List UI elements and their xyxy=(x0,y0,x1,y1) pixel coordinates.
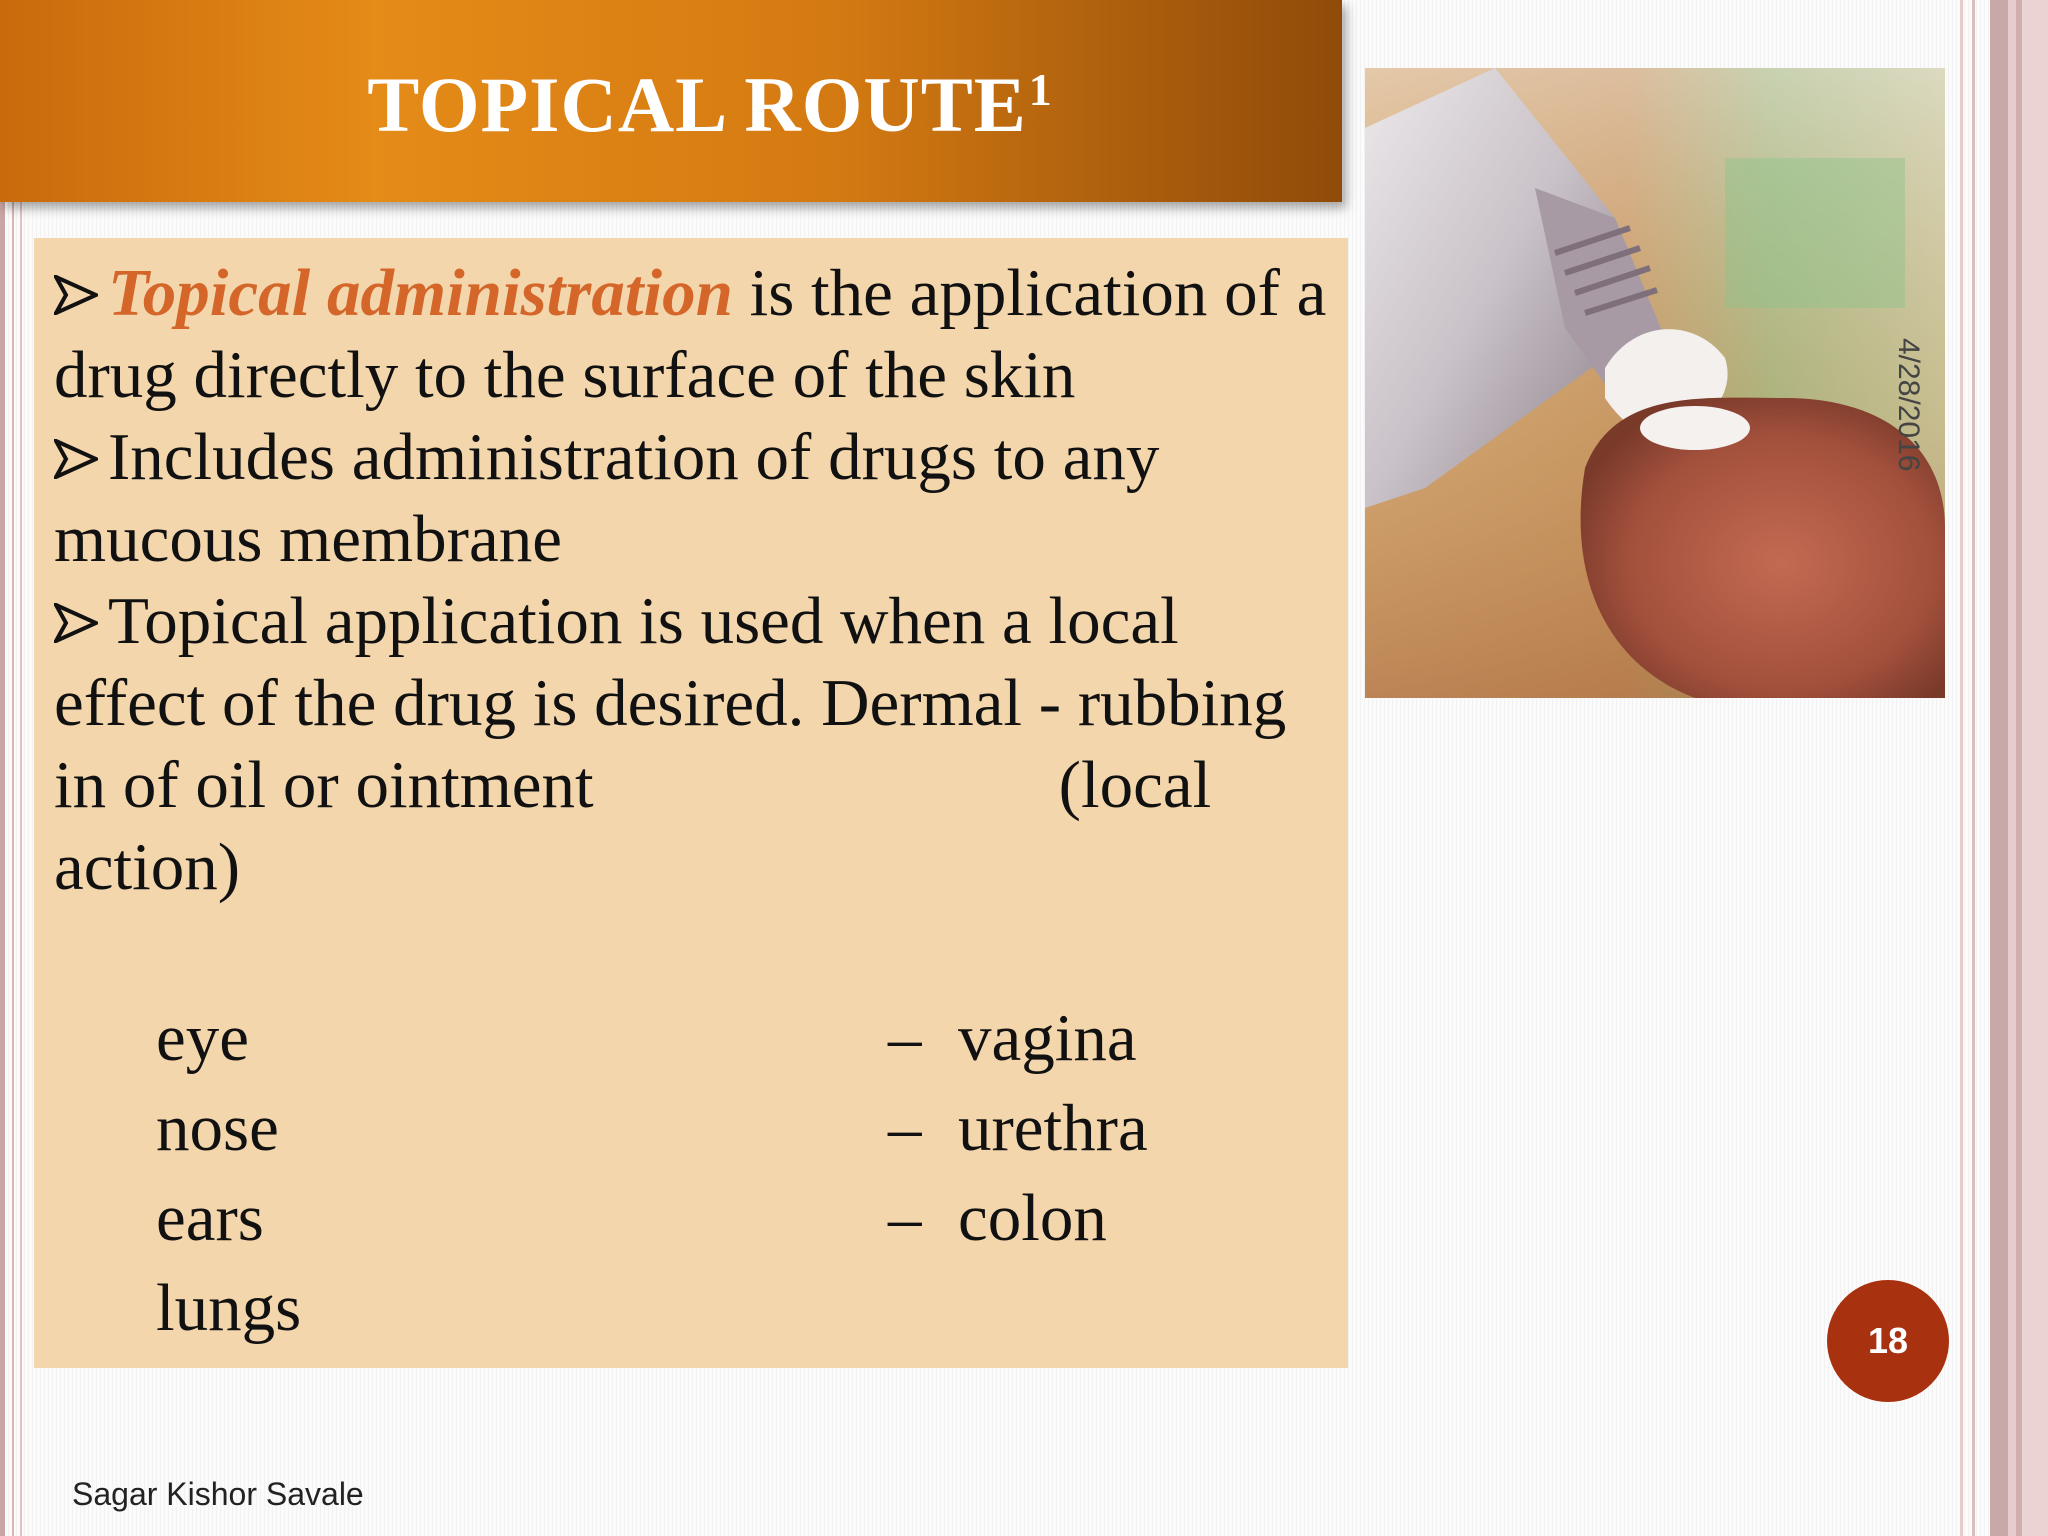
arrow-bullet-icon xyxy=(54,416,108,498)
site-item: lungs xyxy=(156,1271,302,1345)
slide-title xyxy=(0,60,1420,150)
site-item-right xyxy=(888,1178,1107,1258)
bullet-2 xyxy=(54,416,1344,580)
left-decorative-border xyxy=(0,0,30,1536)
site-item-right xyxy=(888,998,1137,1078)
site-item: eye xyxy=(156,1001,249,1075)
bullet-1 xyxy=(54,252,1344,416)
arrow-bullet-icon xyxy=(54,252,108,334)
site-item: nose xyxy=(156,1091,279,1165)
slide-date: 4/28/2016 xyxy=(1892,338,1925,472)
bullet-1-text: is the application of a drug directly to the surface of the skin xyxy=(54,256,1327,412)
content-box xyxy=(34,238,1348,1368)
site-label: urethra xyxy=(958,1091,1148,1165)
slide-title-text: TOPICAL ROUTE xyxy=(367,61,1027,148)
term-topical-administration: Topical administration xyxy=(108,256,733,330)
dash: – xyxy=(888,1181,922,1255)
dash: – xyxy=(888,1091,922,1165)
arrow-bullet-icon xyxy=(54,580,108,662)
right-decorative-border xyxy=(1960,0,2048,1536)
title-superscript: 1 xyxy=(1028,64,1053,115)
bullet-3-text: Topical application is used when a local effect of the drug is desired. Dermal - rubbing in of oil or ointment xyxy=(54,584,1287,822)
page-number-badge: 18 xyxy=(1827,1280,1949,1402)
bullet-2-text: Includes administration of drugs to any mucous membrane xyxy=(54,420,1160,576)
site-label: vagina xyxy=(958,1001,1137,1075)
site-item: ears xyxy=(156,1181,264,1255)
site-item-right xyxy=(888,1088,1148,1168)
bullet-3-note: (local action) xyxy=(54,748,1212,904)
author-footer: Sagar Kishor Savale xyxy=(72,1476,364,1512)
site-label: colon xyxy=(958,1181,1107,1255)
bullet-text xyxy=(54,252,1344,908)
ointment-tube-photo xyxy=(1365,68,1945,698)
dash: – xyxy=(888,1001,922,1075)
bullet-3 xyxy=(54,580,1344,908)
